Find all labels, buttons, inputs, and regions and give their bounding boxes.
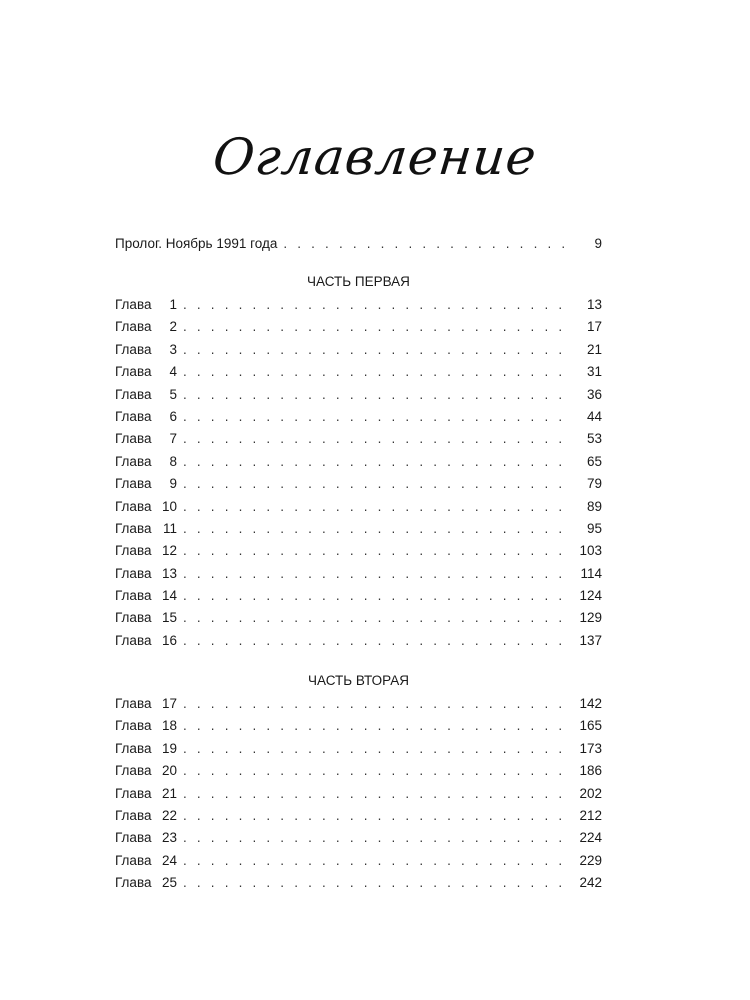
chapter-word: Глава (115, 740, 152, 756)
toc-row[interactable] (115, 850, 602, 872)
toc-part-one (115, 270, 602, 652)
dot-leader (183, 339, 572, 361)
toc-entry-label (115, 406, 183, 428)
toc-row[interactable] (115, 384, 602, 406)
chapter-number: 8 (169, 453, 177, 469)
chapter-word: Глава (115, 520, 152, 536)
toc-entry-label (115, 473, 183, 495)
toc-page-number: 9 (594, 236, 602, 251)
chapter-number: 2 (169, 319, 177, 335)
chapter-number: 9 (169, 476, 177, 492)
chapter-number: 22 (161, 807, 177, 823)
chapter-number: 14 (161, 588, 177, 604)
chapter-word: Глава (115, 610, 152, 626)
dot-leader (183, 496, 572, 518)
chapter-number: 18 (161, 718, 177, 734)
toc-entry-label: Пролог. Ноябрь 1991 года (115, 236, 278, 251)
toc-page-number: 242 (579, 875, 602, 891)
toc-row[interactable] (115, 805, 602, 827)
chapter-word: Глава (115, 386, 152, 402)
chapter-number: 5 (169, 386, 177, 402)
chapter-number: 11 (162, 520, 177, 536)
dot-leader (183, 518, 572, 540)
toc-row[interactable] (115, 428, 602, 450)
toc-page-number: 186 (579, 763, 602, 779)
toc-page-number: 114 (580, 565, 602, 581)
toc-page-number: 21 (586, 341, 602, 357)
toc-entry-label (115, 384, 183, 406)
toc-entry-label (115, 630, 183, 652)
toc-row[interactable] (115, 233, 602, 255)
dot-leader (183, 563, 572, 585)
toc-entry-label (115, 738, 183, 760)
toc-row[interactable] (115, 872, 602, 894)
dot-leader (283, 233, 572, 255)
toc-row[interactable] (115, 496, 602, 518)
toc-row[interactable] (115, 518, 602, 540)
toc-page-number: 124 (579, 588, 602, 604)
chapter-word: Глава (115, 807, 152, 823)
toc-page-number: 224 (579, 830, 602, 846)
chapter-number: 20 (161, 763, 177, 779)
chapter-word: Глава (115, 830, 152, 846)
chapter-word: Глава (115, 476, 152, 492)
chapter-number: 16 (161, 632, 177, 648)
page-title: Оглавление (210, 128, 540, 186)
chapter-number: 1 (169, 297, 177, 312)
chapter-word: Глава (115, 408, 152, 424)
chapter-number: 24 (161, 852, 177, 868)
chapter-word: Глава (115, 632, 152, 648)
toc-entry-label (115, 316, 183, 338)
toc-prologue (115, 233, 602, 255)
chapter-number: 15 (161, 610, 177, 626)
toc-row[interactable] (115, 783, 602, 805)
toc-page-number: 89 (586, 498, 602, 514)
toc-page-number: 31 (586, 364, 602, 380)
chapter-number: 19 (161, 740, 177, 756)
toc-page-number: 53 (586, 431, 602, 447)
toc-row[interactable] (115, 585, 602, 607)
toc-entry-label (115, 518, 183, 540)
toc-page-number: 202 (579, 785, 602, 801)
chapter-word: Глава (115, 341, 152, 357)
toc-page-number: 65 (586, 453, 602, 469)
chapter-number: 17 (161, 696, 177, 711)
dot-leader (183, 428, 572, 450)
chapter-word: Глава (115, 718, 152, 734)
dot-leader (183, 850, 572, 872)
dot-leader (183, 361, 572, 383)
toc-page-number: 17 (586, 319, 602, 335)
dot-leader (183, 805, 572, 827)
chapter-number: 7 (169, 431, 177, 447)
toc-row[interactable] (115, 738, 602, 760)
toc-row[interactable] (115, 563, 602, 585)
toc-row[interactable] (115, 473, 602, 495)
dot-leader (183, 540, 572, 562)
toc-entry-label (115, 827, 183, 849)
toc-page-number: 79 (586, 476, 602, 492)
chapter-word: Глава (115, 297, 152, 312)
toc-page-number: 13 (586, 297, 602, 312)
toc-page-number: 36 (586, 386, 602, 402)
chapter-number: 12 (161, 543, 177, 559)
chapter-word: Глава (115, 785, 152, 801)
toc-page-number: 44 (586, 408, 602, 424)
chapter-word: Глава (115, 588, 152, 604)
toc-entry-label (115, 805, 183, 827)
toc-entry-label (115, 294, 183, 316)
toc-entry-label (115, 783, 183, 805)
toc-entry-label (115, 428, 183, 450)
toc-page-number: 137 (579, 632, 602, 648)
chapter-word: Глава (115, 875, 152, 891)
chapter-word: Глава (115, 696, 152, 711)
chapter-word: Глава (115, 431, 152, 447)
toc-page-number: 212 (579, 807, 602, 823)
toc-row[interactable] (115, 630, 602, 652)
dot-leader (183, 827, 572, 849)
dot-leader (183, 715, 572, 737)
dot-leader (183, 294, 572, 316)
toc-entry-label (115, 760, 183, 782)
toc-row[interactable] (115, 361, 602, 383)
toc-entry-label (115, 585, 183, 607)
toc-page-number: 103 (579, 543, 602, 559)
toc-entry-label (115, 339, 183, 361)
chapter-number: 3 (169, 341, 177, 357)
toc-page-number: 95 (586, 520, 602, 536)
toc-row[interactable] (115, 607, 602, 629)
dot-leader (183, 384, 572, 406)
chapter-word: Глава (115, 763, 152, 779)
part-heading: ЧАСТЬ ПЕРВАЯ (307, 274, 410, 289)
dot-leader (183, 760, 572, 782)
chapter-word: Глава (115, 565, 152, 581)
toc-page-number: 173 (579, 740, 602, 756)
toc-entry-label (115, 850, 183, 872)
toc-page-number: 165 (579, 718, 602, 734)
dot-leader (183, 693, 572, 715)
toc-page-number: 229 (579, 852, 602, 868)
toc-part-two (115, 669, 602, 895)
chapter-number: 25 (161, 875, 177, 891)
toc-page-number: 142 (579, 696, 602, 711)
toc-entry-label (115, 496, 183, 518)
toc-entry-label (115, 451, 183, 473)
toc-row[interactable] (115, 693, 602, 715)
toc-entry-label (115, 607, 183, 629)
toc-entry-label (115, 872, 183, 894)
toc-entry-label (115, 361, 183, 383)
toc-row[interactable] (115, 316, 602, 338)
chapter-number: 10 (161, 498, 177, 514)
toc-row[interactable] (115, 294, 602, 316)
chapter-number: 23 (161, 830, 177, 846)
toc-row[interactable] (115, 339, 602, 361)
toc-row[interactable] (115, 451, 602, 473)
toc-entry-label (115, 693, 183, 715)
chapter-word: Глава (115, 852, 152, 868)
dot-leader (183, 585, 572, 607)
chapter-number: 4 (169, 364, 177, 380)
dot-leader (183, 607, 572, 629)
chapter-number: 13 (161, 565, 177, 581)
toc-entry-label (115, 715, 183, 737)
part-heading: ЧАСТЬ ВТОРАЯ (308, 673, 409, 688)
chapter-number: 6 (169, 408, 177, 424)
toc-entry-label (115, 540, 183, 562)
chapter-word: Глава (115, 543, 152, 559)
dot-leader (183, 406, 572, 428)
chapter-word: Глава (115, 453, 152, 469)
dot-leader (183, 872, 572, 894)
chapter-number: 21 (161, 785, 177, 801)
dot-leader (183, 451, 572, 473)
toc-row[interactable] (115, 406, 602, 428)
chapter-word: Глава (115, 319, 152, 335)
dot-leader (183, 630, 572, 652)
chapter-list (115, 693, 602, 895)
chapter-word: Глава (115, 364, 152, 380)
dot-leader (183, 783, 572, 805)
chapter-word: Глава (115, 498, 152, 514)
toc-row[interactable] (115, 540, 602, 562)
chapter-list (115, 294, 602, 652)
dot-leader (183, 473, 572, 495)
toc-row[interactable] (115, 760, 602, 782)
dot-leader (183, 316, 572, 338)
toc-row[interactable] (115, 715, 602, 737)
toc-page-number: 129 (579, 610, 602, 626)
toc-entry-label (115, 563, 183, 585)
toc-row[interactable] (115, 827, 602, 849)
dot-leader (183, 738, 572, 760)
